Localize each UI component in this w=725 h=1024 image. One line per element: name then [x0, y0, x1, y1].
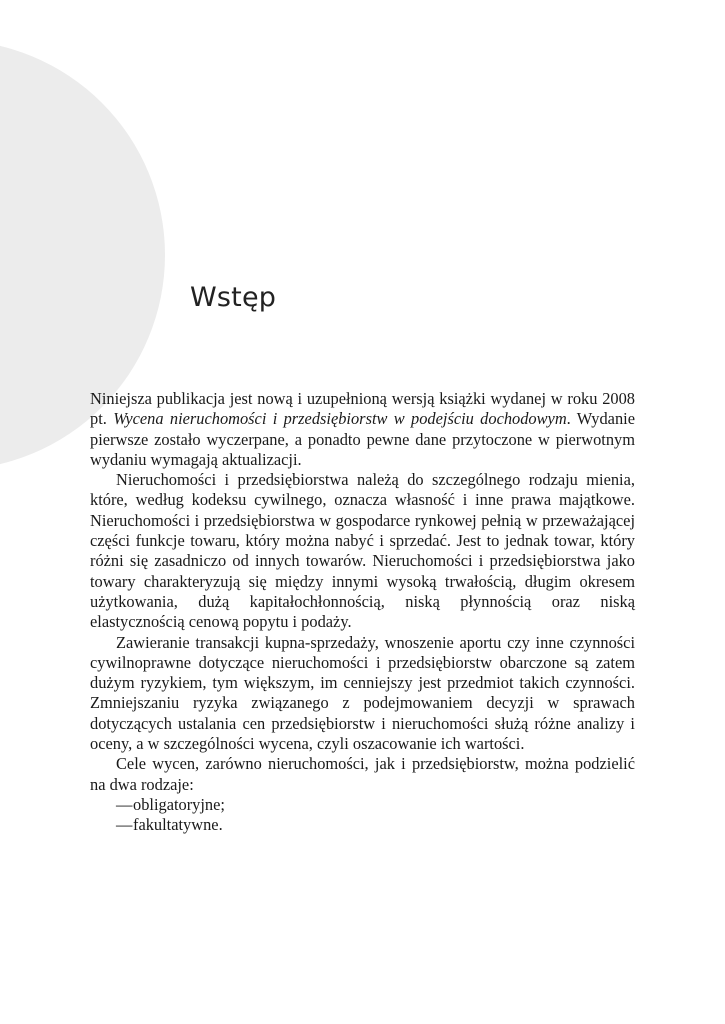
- book-title: Wycena nieruchomości i przedsiębiorstw w podejściu dochodowym: [113, 409, 567, 429]
- body-text: [90, 389, 635, 836]
- goals-list: [90, 795, 635, 836]
- dash-marker: —: [116, 794, 133, 814]
- paragraph-1-text-before: Niniejsza publikacja jest nową i uzupełnioną wersją książki wydanej w roku 2008 pt.: [90, 389, 635, 429]
- paragraph-4: Cele wycen, zarówno nieruchomości, jak i przedsiębiorstw, można podzielić na dwa rodzaje:: [90, 754, 635, 794]
- paragraph-1: [90, 389, 635, 470]
- list-item-text: obligatoryjne;: [133, 794, 225, 814]
- paragraph-3: Zawieranie transakcji kupna-sprzedaży, wnoszenie aportu czy inne czynności cywilnoprawne dotyczące nieruchomości i przedsiębiorstw obarczone są zatem dużym ryzykiem, tym większym, im cenniejszy jest przedmiot takich czynności. Zmniejszaniu ryzyka związanego z podejmowaniem decyzji w sprawach dotyczących ustalania cen przedsiębiorstw i nieruchomości służą różne analizy i oceny, a w szczególności wycena, czyli oszacowanie ich wartości.: [90, 632, 635, 754]
- list-item-text: fakultatywne.: [133, 815, 223, 835]
- paragraph-1-text-after: . Wydanie pierwsze zostało wyczerpane, a ponadto pewne dane przytoczone w pierwotnym wydaniu wymagają aktualizacji.: [90, 409, 635, 469]
- dash-marker: —: [116, 815, 133, 835]
- chapter-title: Wstęp: [190, 282, 277, 313]
- list-item: [90, 815, 635, 835]
- list-item: [90, 795, 635, 815]
- paragraph-2: Nieruchomości i przedsiębiorstwa należą do szczególnego rodzaju mienia, które, według kodeksu cywilnego, oznacza własność i inne prawa majątkowe. Nieruchomości i przedsiębiorstwa w gospodarce rynkowej pełnią w przeważającej części funkcje towaru, który można nabyć i sprzedać. Jest to jednak towar, który różni się zasadniczo od innych towarów. Nieruchomości i przedsiębiorstwa jako towary charakteryzują się między innymi wysoką trwałością, długim okresem użytkowania, dużą kapitałochłonnością, niską płynnością oraz niską elastycznością cenową popytu i podaży.: [90, 470, 635, 632]
